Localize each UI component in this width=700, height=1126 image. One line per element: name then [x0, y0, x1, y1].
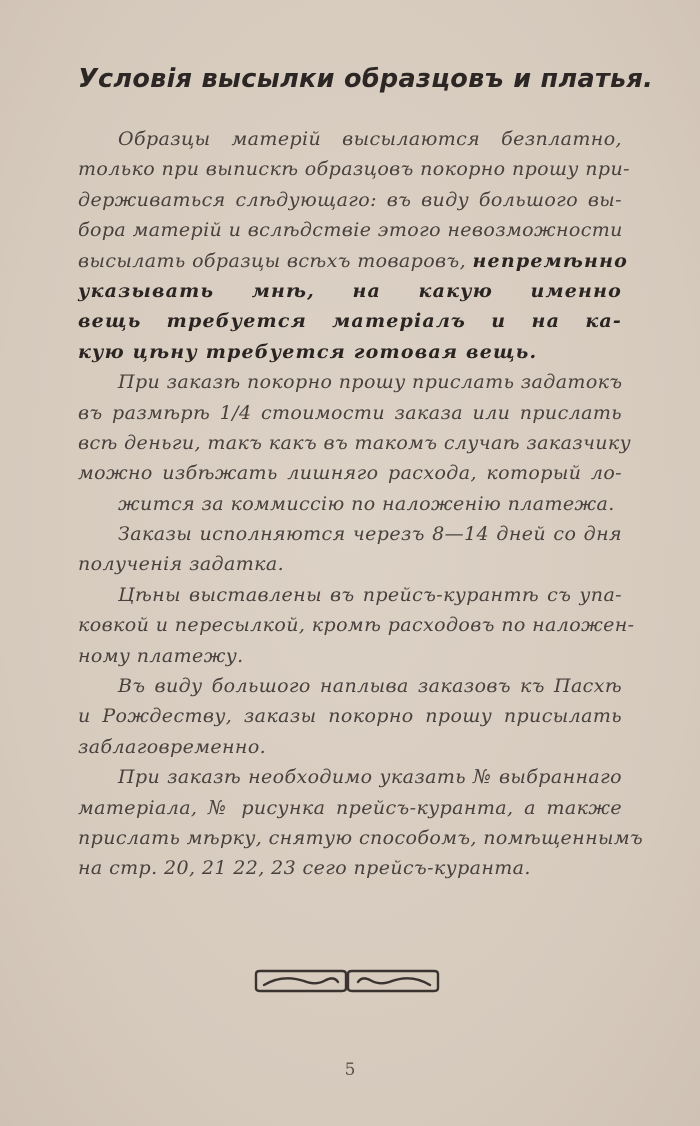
- paragraph-1-line-8: кую цѣну требуется готовая вещь.: [78, 340, 538, 363]
- paragraph-3-line-1: Заказы исполняются черезъ 8—14 дней со дня: [118, 523, 622, 546]
- paragraph-6-line-1: При заказѣ необходимо указать № выбраннаго: [118, 766, 622, 789]
- paragraph-2-line-5: жится за коммиссію по наложенію платежа.: [118, 492, 615, 515]
- paragraph-6-line-2: матеріала, № рисунка прейсъ-куранта, а также: [78, 796, 622, 819]
- paragraph-4-line-2: ковкой и пересылкой, кромѣ расходовъ по наложен-: [78, 614, 635, 637]
- paragraph-1-line-2: только при выпискѣ образцовъ покорно прошу при-: [78, 158, 630, 181]
- paragraph-1-line-6: указывать мнѣ, на какую именно: [78, 279, 622, 302]
- paragraph-3-line-2: полученія задатка.: [78, 553, 285, 576]
- page-title: Условія высылки образцовъ и платья.: [78, 64, 654, 94]
- body-text: [78, 124, 644, 884]
- paragraph-2-line-2: въ размѣрѣ 1/4 стоимости заказа или прислать: [78, 401, 622, 424]
- paragraph-1-line-5: [78, 246, 628, 276]
- decorative-scroll-ornament-icon: [252, 968, 442, 994]
- paragraph-1-line-7: вещь требуется матеріалъ и на ка-: [78, 310, 622, 333]
- paragraph-4-line-1: Цѣны выставлены въ прейсъ-курантѣ съ упа-: [118, 583, 622, 606]
- paragraph-2-line-3: всѣ деньги, такъ какъ въ такомъ случаѣ заказчику: [78, 431, 632, 454]
- paragraph-1-line-3: держиваться слѣдующаго: въ виду большого вы-: [78, 188, 622, 211]
- paragraph-2-line-4: можно избѣжать лишняго расхода, который ло-: [78, 462, 622, 485]
- paragraph-1-line-4: бора матерій и вслѣдствіе этого невозможности: [78, 219, 623, 242]
- paragraph-6-line-4: на стр. 20, 21 22, 23 сего прейсъ-куранта.: [78, 857, 531, 880]
- paragraph-6-line-3: прислать мѣрку, снятую способомъ, помѣщеннымъ: [78, 826, 644, 849]
- paragraph-1-emphasis: непремѣнно: [472, 249, 628, 272]
- paragraph-5-line-3: заблаговременно.: [78, 735, 267, 758]
- page-number: 5: [344, 1060, 356, 1080]
- paragraph-1-line-1: Образцы матерій высылаются безплатно,: [118, 128, 622, 150]
- paragraph-5-line-2: и Рождеству, заказы покорно прошу присылать: [78, 705, 622, 728]
- paragraph-5-line-1: Въ виду большого наплыва заказовъ къ Пасхѣ: [118, 675, 622, 698]
- paragraph-2-line-1: При заказѣ покорно прошу прислать задатокъ: [118, 371, 623, 394]
- paragraph-1-line-5-text: высылать образцы всѣхъ товаровъ,: [78, 249, 467, 272]
- paragraph-4-line-3: ному платежу.: [78, 644, 244, 667]
